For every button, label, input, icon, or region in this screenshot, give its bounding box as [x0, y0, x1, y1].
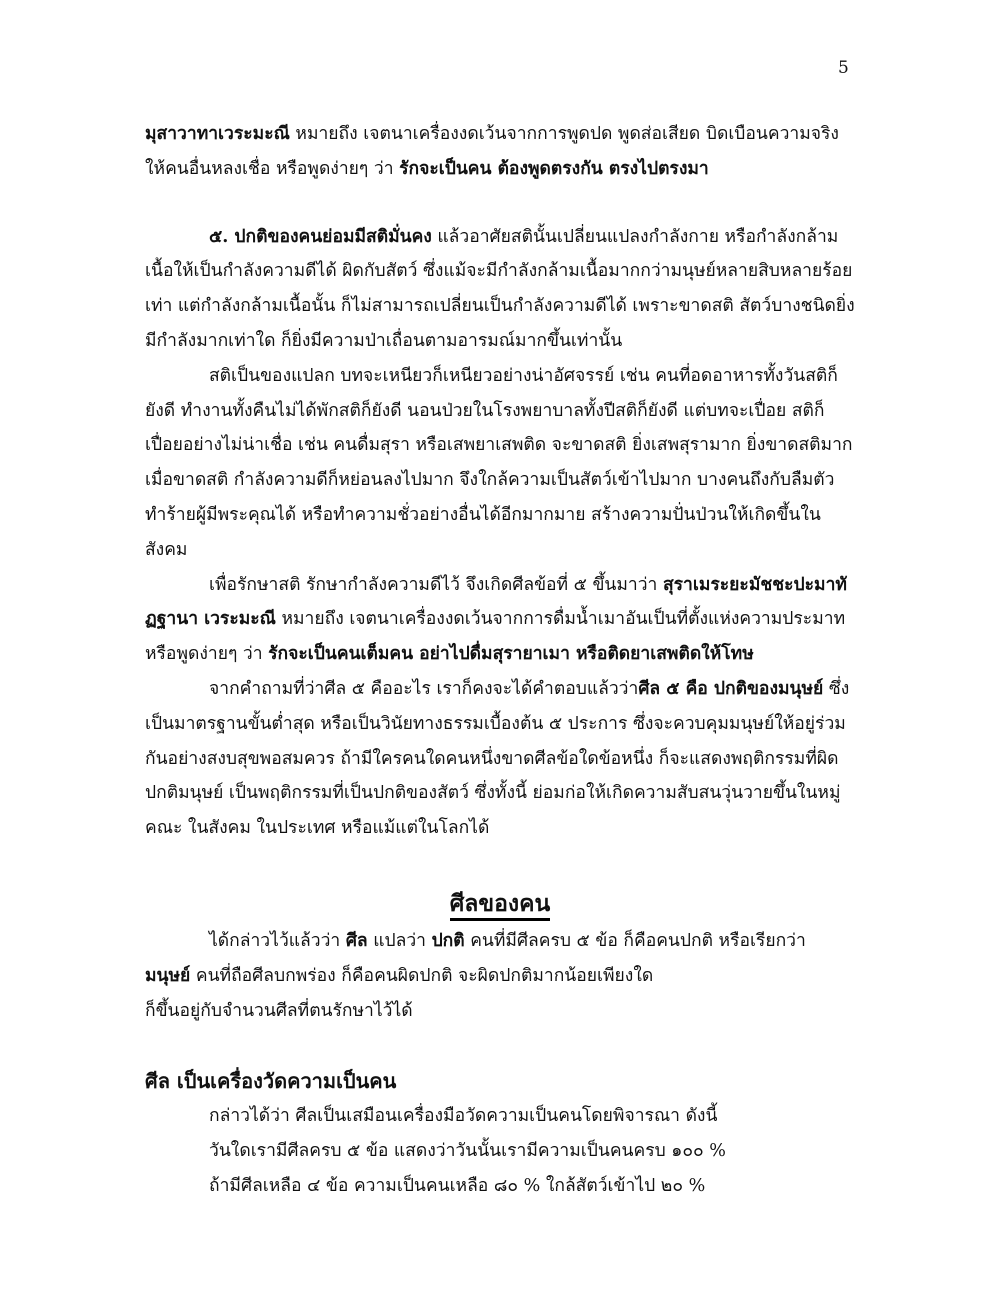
precept-summary: รักจะเป็นคน ต้องพูดตรงกัน ตรงไปตรงมา: [399, 158, 709, 179]
paragraph-mindfulness: สติเป็นของแปลก บทจะเหนียวก็เหนียวอย่างน่าอัศจรรย์ เช่น คนที่อดอาหารทั้งวันสติก็ยังดี ทำงานทั้งคืนไม่ได้พักสติก็ยังดี นอนป่วยในโรงพยาบาลทั้งปีสติก็ยังดี แต่บทจะเปื่อย สติก็เปื่อยอย่างไม่น่าเชื่อ เช่น คนดื่มสุรา หรือเสพยาเสพติด จะขาดสติ ยิ่งเสพสุรามาก ยิ่งขาดสติมาก เมื่อขาดสติ กำลังความดีก็หย่อนลงไปมาก จึงใกล้ความเป็นสัตว์เข้าไปมาก บางคนถึงกับลืมตัว ทำร้ายผู้มีพระคุณได้ หรือทำความชั่วอย่างอื่นได้อีกมากมาย สร้างความปั่นป่วนให้เกิดขึ้นในสังคม: [145, 365, 853, 560]
paragraph-five-precepts-summary: จากคำถามที่ว่าศีล ๕ คืออะไร เราก็คงจะได้คำตอบแล้วว่าศีล ๕ คือ ปกติของมนุษย์ ซึ่งเป็นมาตรฐานขั้นต่ำสุด หรือเป็นวินัยทางธรรมเบื้องต้น ๕ ประการ ซึ่งจะควบคุมมนุษย์ให้อยู่ร่วมกันอย่างสงบสุขพอสมควร ถ้ามีใครคนใดคนหนึ่งขาดศีลข้อใดข้อหนึ่ง ก็จะแสดงพฤติกรรมที่ผิดปกติมนุษย์ เป็นพฤติกรรมที่เป็นปกติของสัตว์ ซึ่งทั้งนี้ ย่อมก่อให้เกิดความสับสนวุ่นวายขึ้นในหมู่คณะ ในสังคม ในประเทศ หรือแม้แต่ในโลกได้: [145, 678, 850, 839]
document-body: [145, 117, 855, 1204]
page-number: 5: [838, 58, 849, 78]
precept-summary: รักจะเป็นคนเต็มคน อย่าไปดื่มสุรายาเมา หรือติดยาเสพติดให้โทษ: [268, 644, 754, 665]
measure-line: กล่าวได้ว่า ศีลเป็นเสมือนเครื่องมือวัดความเป็นคนโดยพิจารณา ดังนี้: [209, 1106, 718, 1127]
subheading: ศีล เป็นเครื่องวัดความเป็นคน: [145, 1069, 397, 1094]
measure-line: ถ้ามีศีลเหลือ ๔ ข้อ ความเป็นคนเหลือ ๘๐ % ใกล้สัตว์เข้าไป ๒๐ %: [209, 1175, 706, 1196]
paragraph-lying-precept: มุสาวาทาเวระมะณี หมายถึง เจตนาเครื่องงดเว้นจากการพูดปด พูดส่อเสียด บิดเบือนความจริง ให้คนอื่นหลงเชื่อ หรือพูดง่ายๆ ว่า รักจะเป็นคน ต้องพูดตรงกัน ตรงไปตรงมา: [145, 124, 839, 179]
paragraph-fifth-precept: เพื่อรักษาสติ รักษากำลังความดีไว้ จึงเกิดศีลข้อที่ ๕ ขึ้นมาว่า สุราเมระยะมัชชะปะมาทัฏฐานา เวระมะณี หมายถึง เจตนาเครื่องงดเว้นจากการดื่มน้ำเมาอันเป็นที่ตั้งแห่งความประมาท หรือพูดง่ายๆ ว่า รักจะเป็นคนเต็มคน อย่าไปดื่มสุรายาเมา หรือติดยาเสพติดให้โทษ: [145, 574, 847, 665]
paragraph-fifth-normal: ๕. ปกติของคนย่อมมีสติมั่นคง แล้วอาศัยสตินั้นเปลี่ยนแปลงกำลังกาย หรือกำลังกล้ามเนื้อให้เป็นกำลังความดีได้ ผิดกับสัตว์ ซึ่งแม้จะมีกำลังกล้ามเนื้อมากกว่ามนุษย์หลายสิบหลายร้อยเท่า แต่กำลังกล้ามเนื้อนั้น ก็ไม่สามารถเปลี่ยนเป็นกำลังความดีได้ เพราะขาดสติ สัตว์บางชนิดยิ่งมีกำลังมากเท่าใด ก็ยิ่งมีความป่าเถื่อนตามอารมณ์มากขึ้นเท่านั้น: [145, 226, 855, 351]
paragraph-precept-meaning: ได้กล่าวไว้แล้วว่า ศีล แปลว่า ปกติ คนที่มีศีลครบ ๕ ข้อ ก็คือคนปกติ หรือเรียกว่า มนุษย์ คนที่ถือศีลบกพร่อง ก็คือคนผิดปกติ จะผิดปกติมากน้อยเพียงใด ก็ขึ้นอยู่กับจำนวนศีลที่ตนรักษาไว้ได้: [145, 930, 806, 1021]
key-statement: ศีล ๕ คือ ปกติของมนุษย์: [638, 678, 824, 699]
point-heading: ๕. ปกติของคนย่อมมีสติมั่นคง: [209, 226, 432, 247]
precept-name: มุสาวาทาเวระมะณี: [145, 124, 290, 144]
measure-line: วันใดเรามีศีลครบ ๕ ข้อ แสดงว่าวันนั้นเรามีความเป็นคนครบ ๑๐๐ %: [209, 1140, 726, 1161]
section-title: ศีลของคน: [145, 884, 855, 924]
precept-name: สุราเมระยะมัชชะปะมาทัฏฐานา เวระมะณี: [145, 574, 847, 630]
